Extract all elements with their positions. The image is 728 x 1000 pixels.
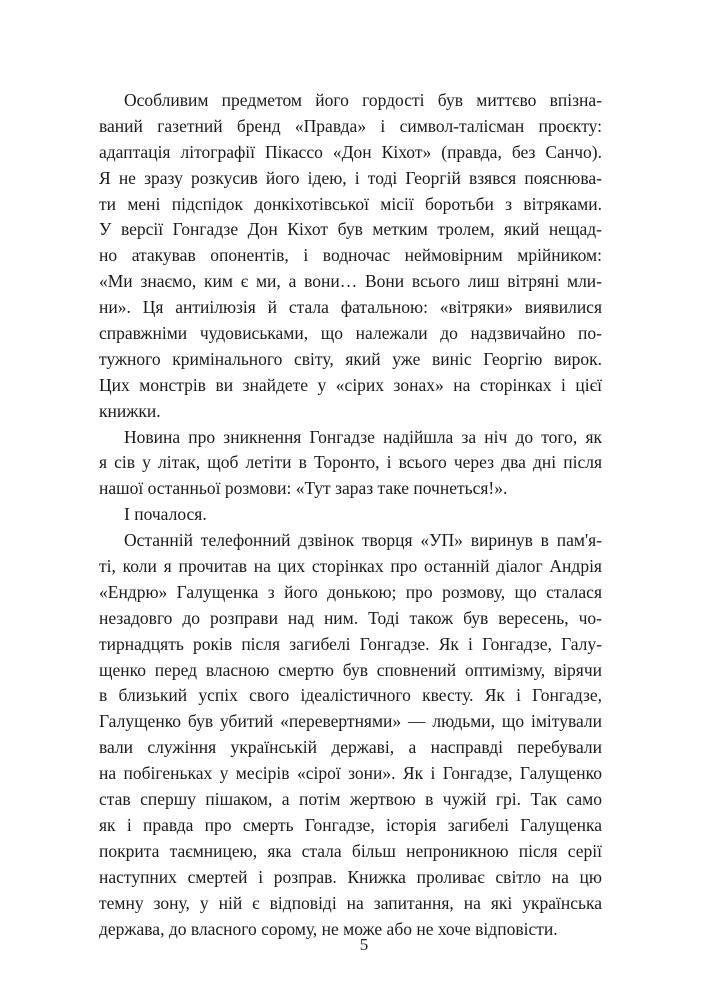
body-text [99,88,602,942]
text-line: Новина про зникнення Гонгадзе надійшла за ніч до того, як [124,426,602,447]
text-line: но атакував опонентів, і водночас неймовірним мрійником: [99,245,602,266]
text-line: став спершу пішаком, а потім жертвою в чужій грі. Так само [99,789,602,810]
text-line: темну зону, у ній є відповіді на запитання, на які українська [99,892,602,913]
text-line: ті, коли я прочитав на цих сторінках про останній діалог Андрія [99,556,602,577]
text-line: «Ми знаємо, ким є ми, а вони… Вони всього лиш вітряні мли- [99,271,602,292]
text-line: наступних смертей і розправ. Книжка проливає світло на цю [99,866,602,887]
text-line: нашої останньої розмови: «Тут зараз таке почнеться!». [99,478,508,499]
text-line: щенко перед власною смертю був сповнений оптимізму, вірячи [99,659,602,680]
text-line: покрита таємницею, яка стала більш непроникною після серії [99,840,602,861]
text-line: ваний газетний бренд «Правда» і символ-талісман проєкту: [99,115,602,136]
text-line: як і правда про смерть Гонгадзе, історія загибелі Галущенка [99,814,602,835]
text-line: вали служіння українській державі, а насправді перебували [99,737,602,758]
text-line: на побігеньках у месірів «сірої зони». Як і Гонгадзе, Галущенко [99,763,602,784]
text-line: незадовго до розправи над ним. Тоді також був вересень, чо- [99,607,602,628]
text-line: я сів у літак, щоб летіти в Торонто, і всього через два дні після [99,452,602,473]
text-line: справжніми чудовиськами, що належали до надзвичайно по- [99,323,602,344]
text-line: тирнадцять років після загибелі Гонгадзе. Як і Гонгадзе, Галу- [99,633,602,654]
text-line: ни». Ця антиілюзія й стала фатальною: «вітряки» виявилися [99,297,602,318]
text-line: тужного кримінального світу, який уже виніс Георгію вирок. [99,348,602,369]
text-line: ти мені підспідок донкіхотівської місії боротьби з вітряками. [99,193,602,214]
text-line: І почалося. [124,504,207,525]
text-line: Я не зразу розкусив його ідею, і тоді Георгій взявся пояснюва- [99,167,602,188]
text-line: Особливим предметом його гордості був миттєво впізна- [124,90,602,110]
text-line: Цих монстрів ви знайдете у «сірих зонах» на сторінках і цієї [99,374,602,395]
text-line: в близький успіх свого ідеалістичного квесту. Як і Гонгадзе, [99,685,602,706]
text-line: Останній телефонний дзвінок творця «УП» виринув в пам'я- [124,530,602,551]
text-line: У версії Гонгадзе Дон Кіхот був метким тролем, який нещад- [99,219,602,240]
text-line: книжки. [99,400,161,421]
text-line: адаптація літографії Пікассо «Дон Кіхот» (правда, без Санчо). [99,141,602,162]
text-line: держава, до власного сорому, не може або не хоче відповісти. [99,918,558,939]
text-line: Галущенко був убитий «перевертнями» — людьми, що імітували [99,711,602,732]
page-number: 5 [359,935,369,954]
text-line: «Ендрю» Галущенка з його донькою; про розмову, що сталася [99,581,602,602]
